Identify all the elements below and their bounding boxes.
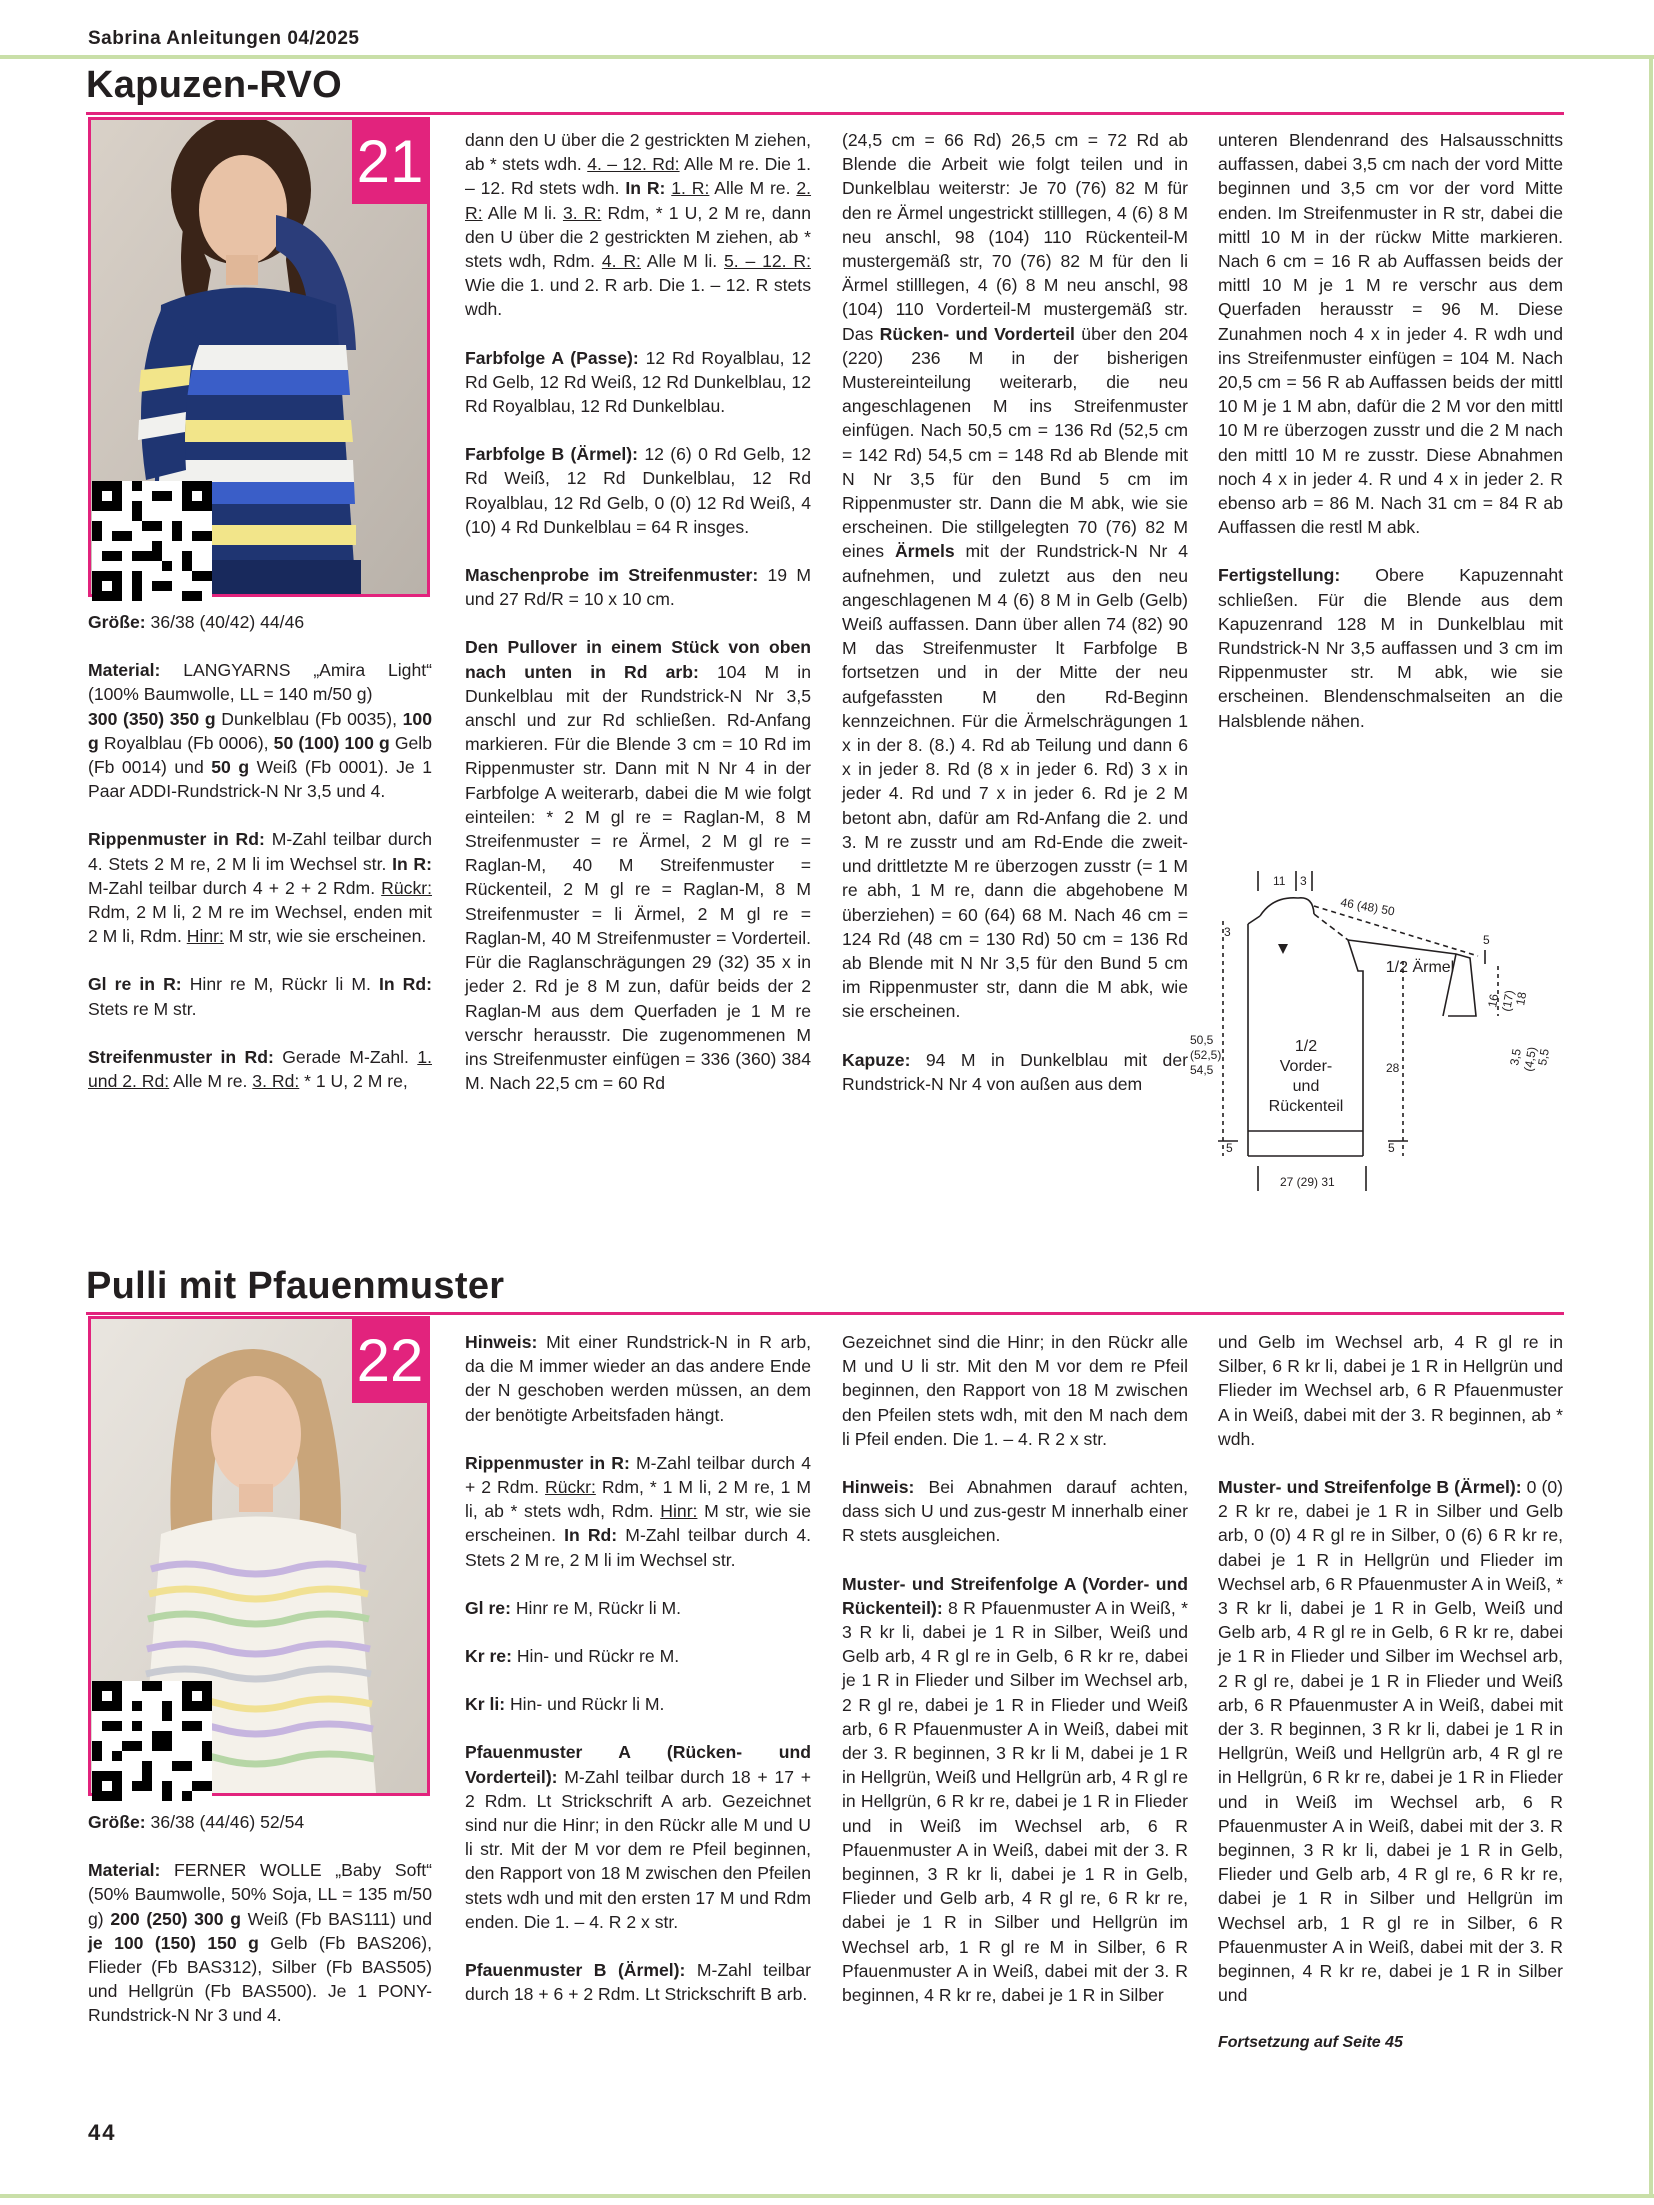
article1-qr-code[interactable] xyxy=(92,481,212,601)
rib-pattern-2: Rippenmuster in R: M-Zahl teilbar durch 4 + 2 Rdm. Rückr: Rdm, * 1 M li, 2 M re, 1 M li, ab * stets wdh, Rdm. Hinr: M str, wie sie erscheinen. In Rd: M-Zahl teilbar durch 4. Stets 2 M re, 2 M li im Wechsel str. xyxy=(465,1452,811,1570)
article2-title: Pulli mit Pfauenmuster xyxy=(86,1265,505,1307)
body-label-2: Vorder- xyxy=(1279,1058,1333,1075)
sequence-b: Muster- und Streifenfolge B (Ärmel): 0 (0) 2 R kr re, dabei je 1 R in Silber und Gelb arb, 0 (0) 4 R gl re in Silber, 0 (6) 6 R kr re, dabei je 1 R in Hellgrün und Flieder im Wechsel arb, 6 R Pfauenmuster A in Weiß, * 3 R kr li, dabei je 1 R in Gelb, Weiß und Gelb arb, 4 R gl re in Gelb, 6 R kr re, dabei je 1 R in Flieder und Silber im Wechsel arb, 2 R gl re, dabei je 1 R in Flieder und Weiß arb, 6 R Pfauenmuster A in Weiß, dabei mit der 3. R beginnen, 3 R kr li, dabei je 1 R in Hellgrün, Weiß und Hellgrün arb, 4 R gl re in Hellgrün, 6 R kr re, dabei je 1 R in Flieder und in Weiß im Wechsel arb, 6 R Pfauenmuster A in Weiß, dabei mit der 3. R beginnen, 3 R kr li, dabei je 1 R in Gelb, Flieder und Gelb arb, 4 R gl re, 6 R kr re, dabei je 1 R in Silber und Hellgrün im Wechsel arb, 1 R gl re in Silber, 6 R Pfauenmuster A in Weiß, dabei mit der 3. R beginnen, 4 R kr re, dabei je 1 R in Silber und xyxy=(1218,1477,1563,2006)
garter-purl: Kr li: Hin- und Rückr li M. xyxy=(465,1694,665,1715)
chart-note: Gezeichnet sind die Hinr; in den Rückr alle M und U li str. Mit den M vor dem re Pfeil beginnen, den Rapport von 18 M zwischen den Pfeilen stets wdh, mit den M nach dem li Pfeil enden. Die 1. – 4. R 2 x str. xyxy=(842,1332,1188,1449)
stripe-pattern-cont: dann den U über die 2 gestrickten M ziehen, ab * stets wdh. 4. – 12. Rd: Alle M re. Die 1. – 12. Rd stets wdh. In R: 1. R: Alle M re. 2. R: Alle M li. 3. R: Rdm, * 1 U, 2 M re, dann den U über die 2 gestrickten M ziehen, ab * stets wdh, Rdm. 4. R: Alle M li. 5. – 12. R: Wie die 1. und 2. R arb. Die 1. – 12. R stets wdh. xyxy=(465,130,812,320)
dim-top-width: 11 xyxy=(1273,874,1286,888)
article1-column-2 xyxy=(465,128,811,1119)
sequence-a: Muster- und Streifenfolge A (Vorder- und Rückenteil): 8 R Pfauenmuster A in Weiß, * 3 R kr li, dabei je 1 R in Silber, Weiß und Gelb arb, 4 R gl re in Gelb, 6 R kr re, dabei je 1 R in Flieder und Silber im Wechsel arb, 2 R gl re, dabei je 1 R in Flieder und Weiß arb, 6 R Pfauenmuster A in Weiß, dabei mit der 3. R beginnen, 3 R kr li M, dabei je 1 R in Hellgrün, Weiß und Hellgrün arb, 4 R gl re in Hellgrün, 6 R kr re, dabei je 1 R in Flieder und in Weiß im Wechsel arb, 6 R Pfauenmuster A in Weiß, dabei mit der 3. R beginnen, 3 R kr li, dabei je 1 R in Gelb, Flieder und Gelb arb, 4 R gl re, 6 R kr re, dabei je 1 R in Silber und Hellgrün im Wechsel arb, 1 R gl re M in Silber, 6 R Pfauenmuster A in Weiß, dabei mit der 3. R beginnen, 4 R kr re, dabei je 1 R in Silber xyxy=(842,1573,1188,2006)
dim-raglan: 46 (48) 50 xyxy=(1339,895,1396,919)
dim-sleeve-top: 5 xyxy=(1483,933,1490,947)
article1-title: Kapuzen-RVO xyxy=(86,64,342,106)
finishing-paragraph: Fertigstellung: Obere Kapuzennaht schließen. Für die Blende aus dem Kapuzenrand 128 M in Dunkelblau mit Rundstrick-N Nr 3,5 auffassen und 3 cm im Rippenmuster str. M abk, wie sie erscheinen. Blendenschmalseiten an die Halsblende nähen. xyxy=(1218,565,1563,731)
dim-rib-left: 5 xyxy=(1226,1141,1233,1155)
sleeve-label-1: 1/2 Ärmel xyxy=(1385,959,1455,976)
article1-title-rule xyxy=(86,112,1564,115)
decrease-note: Hinweis: Bei Abnahmen darauf achten, dass sich U und zus-gestr M innerhalb einer R stets ausgleichen. xyxy=(842,1477,1188,1546)
magazine-header: Sabrina Anleitungen 04/2025 xyxy=(88,28,360,49)
body-sleeve-instructions: (24,5 cm = 66 Rd) 26,5 cm = 72 Rd ab Blende die Arbeit wie folgt teilen und in Dunkelblau weiterstr: Je 70 (76) 82 M für den re Ärmel ungestrickt stilllegen, 4 (6) 8 M neu anschl, 98 (104) 110 Rückenteil-M mustergemäß str, 70 (76) 82 M für den li Ärmel stilllegen, 4 (6) 8 M neu anschl, 98 (104) 110 Vorderteil-M mustergemäß str. Das Rücken- und Vorderteil über den 204 (220) 236 M in der bisherigen Mustereinteilung weiterarb, die neu angeschlagenen M ins Streifenmuster einfügen. Nach 50,5 cm = 136 Rd (52,5 cm = 142 Rd) 54,5 cm = 148 Rd ab Blende mit N Nr 3,5 für den Bund 5 cm im Rippenmuster str. Dann die M abk, wie sie erscheinen. Die stillgelegten 70 (76) 82 M eines Ärmels mit der Rundstrick-N Nr 4 aufnehmen, und zuletzt aus den neu angeschlagenen M 4 (6) 8 M in Gelb (Gelb) Weiß auffassen. Dann über allen 74 (82) 90 M das Streifenmuster lt Farbfolge B fortsetzen und in der Mitte der neu aufgefassten M den Rd-Beginn kennzeichnen. Für die Ärmelschrägungen 1 x in der 8. (8.) 4. Rd ab Teilung und dann 6 x in jeder 8. Rd (8 x in jeder 6. Rd) 3 x in jeder 4. Rd und 7 x in jeder 6. Rd je 2 M betont abn, dafür am Rd-Anfang die 2. und 3. M re zusstr und am Rd-Ende die zweit- und drittletzte M re überzogen zusstr (= 1 M re abh, 1 M re, dann die abgehobene M überziehen) = 60 (64) 68 M. Nach 46 cm = 124 Rd (48 cm = 130 Rd) 50 cm = 136 Rd ab Blende mit N Nr 3,5 für den Bund 5 cm im Rippenmuster str, dann die M abk, wie sie erscheinen. xyxy=(842,130,1189,1022)
dim-sleeve-length-1: 16 xyxy=(1485,992,1502,1009)
hood-instructions: Kapuze: 94 M in Dunkelblau mit der Rundstrick-N Nr 4 von außen aus dem xyxy=(842,1049,1188,1094)
size-paragraph-2: Größe: 36/38 (44/46) 52/54 xyxy=(88,1812,305,1832)
hood-cont: unteren Blendenrand des Halsausschnitts auffassen, dabei 3,5 cm nach der vord Mitte beginnen und 3,5 cm vor der vord Mitte enden. Im Streifenmuster in R str, dabei die mittl 10 M in der rückw Mitte markieren. Nach 6 cm = 16 R ab Auffassen beids der mittl 10 M je 1 M re verschr aus dem Querfaden herausstr = 96 M. Diese Zunahmen noch 4 x in jeder 4. R wdh und ins Streifenmuster einfügen = 104 M. Nach 20,5 cm = 56 R ab Auffassen beids der mittl 10 M je 1 M abn, dafür die 2 M vor den mittl 10 M re überzogen zusstr und die 2 M nach den mittl 10 M re zusstr. Diese Abnahmen noch 4 x in jeder 4. R und 4 x in jeder 2. R ebenso arb = 86 M. Nach 31 cm = 84 R ab Auffassen die restl M abk. xyxy=(1218,130,1563,538)
dim-body-length-1: 50,5 xyxy=(1190,1033,1214,1047)
material-paragraph: Material: LANGYARNS „Amira Light“ (100% Baumwolle, LL = 140 m/50 g) 300 (350) 350 g Dunkelblau (Fb 0035), 100 g Royalblau (Fb 0006), 50 (100) 100 g Gelb (Fb 0014) und 50 g Weiß (Fb 0001). Je 1 Paar ADDI-Rundstrick-N Nr 3,5 und 4. xyxy=(88,660,432,802)
stripe-pattern-paragraph: Streifenmuster in Rd: Gerade M-Zahl. 1. und 2. Rd: Alle M re. 3. Rd: * 1 U, 2 M re, xyxy=(88,1046,432,1092)
dim-body-length-2: (52,5) xyxy=(1190,1048,1222,1062)
dim-body-length-3: 54,5 xyxy=(1190,1063,1214,1077)
material-paragraph-2: Material: FERNER WOLLE „Baby Soft“ (50% Baumwolle, 50% Soja, LL = 135 m/50 g) 200 (250) 300 g Weiß (Fb BAS111) und je 100 (150) 150 g Gelb (Fb BAS206), Flieder (Fb BAS312), Silber (Fb BAS505) und Hellgrün (Fb BAS500). Je 1 PONY-Rundstrick-N Nr 3 und 4. xyxy=(88,1860,432,2026)
body-label-4: Rückenteil xyxy=(1268,1098,1344,1115)
stockinette-2: Gl re: Hinr re M, Rückr li M. xyxy=(465,1597,682,1618)
article1-column-4 xyxy=(1218,128,1563,757)
body-label-1: 1/2 xyxy=(1294,1038,1318,1055)
gauge-paragraph: Maschenprobe im Streifenmuster: 19 M und 27 Rd/R = 10 x 10 cm. xyxy=(465,565,811,610)
dim-cuff-1: 3,5 xyxy=(1507,1047,1524,1067)
article1-column-3 xyxy=(842,128,1188,1120)
body-label-3: und xyxy=(1292,1078,1320,1095)
article2-column-2 xyxy=(465,1330,811,2030)
dim-rib-right: 5 xyxy=(1388,1141,1395,1155)
dim-body-top: 3 xyxy=(1224,925,1231,939)
article2-number-badge: 22 xyxy=(352,1319,428,1403)
frame-top xyxy=(0,55,1654,59)
article1-column-1 xyxy=(88,610,432,1117)
size-paragraph: Größe: 36/38 (40/42) 44/46 xyxy=(88,612,305,632)
dim-sleeve-length-3: 18 xyxy=(1513,990,1530,1007)
note-paragraph: Hinweis: Mit einer Rundstrick-N in R arb, da die M immer wieder an das andere Ende der N geschoben werden müssen, an dem der benötigte Arbeitsfaden hängt. xyxy=(465,1332,811,1425)
dim-cuff-3: 5,5 xyxy=(1535,1047,1552,1067)
article1-number-badge: 21 xyxy=(352,120,428,204)
article2-column-1 xyxy=(88,1810,432,2052)
rib-pattern-paragraph: Rippenmuster in Rd: M-Zahl teilbar durch 4. Stets 2 M re, 2 M li im Wechsel str. In R: M-Zahl teilbar durch 4 + 2 + 2 Rdm. Rückr: Rdm, 2 M li, 2 M re im Wechsel, enden mit 2 M li, Rdm. Hinr: M str, wie sie erscheinen. xyxy=(88,829,432,947)
peacock-pattern-a: Pfauenmuster A (Rücken- und Vorderteil): M-Zahl teilbar durch 18 + 17 + 2 Rdm. Lt Strickschrift A arb. Gezeichnet sind nur die Hinr; in den Rückr alle M und U li str. Mit der M vor dem re Pfeil beginnen, den Rapport von 18 M zwischen den Pfeilen stets wdh und mit den ersten 17 M und Rdm enden. Die 1. – 4. R 2 x str. xyxy=(465,1742,811,1932)
dim-top-slope: 3 xyxy=(1300,874,1307,888)
dim-sleeve-length-2: (17) xyxy=(1499,989,1517,1013)
pullover-instructions: Den Pullover in einem Stück von oben nach unten in Rd arb: 104 M in Dunkelblau mit der Rundstrick-N Nr 3,5 anschl und zur Rd schließen. Rd-Anfang markieren. Für die Blende 3 cm = 10 Rd im Rippenmuster str. Dann mit N Nr 4 in der Farbfolge A weiterarb, dabei die M wie folgt einteilen: * 2 M gl re = Raglan-M, 8 M Streifenmuster = re Ärmel, 2 M gl re = Raglan-M, 40 M Streifenmuster = Rückenteil, 2 M gl re = Raglan-M, 8 M Streifenmuster = li Ärmel, 2 M gl re = Raglan-M, 40 M Streifenmuster = Vorderteil. Für die Raglanschrägungen 29 (32) 35 x in jeder 2. Rd je 8 M zun, dafür beids der 2 Raglan-M aus dem Querfaden je 1 M re verschr herausstr. Die zugenommenen M ins Streifenmuster einfügen = 336 (360) 384 M. Nach 22,5 cm = 60 Rd xyxy=(465,637,811,1094)
dim-bottom-width: 27 (29) 31 xyxy=(1280,1175,1335,1189)
dim-cuff-2: (4,5) xyxy=(1521,1045,1540,1073)
garter-knit: Kr re: Hin- und Rückr re M. xyxy=(465,1646,680,1667)
color-sequence-b: Farbfolge B (Ärmel): 12 (6) 0 Rd Gelb, 12 Rd Weiß, 12 Rd Dunkelblau, 12 Rd Royalblau, 12 Rd Gelb, 0 (0) 12 Rd Weiß, 4 (10) 4 Rd Dunkelblau = 64 R insges. xyxy=(465,444,811,537)
frame-bottom xyxy=(0,2194,1654,2198)
article2-column-4 xyxy=(1218,1330,1563,2080)
continuation-link[interactable]: Fortsetzung auf Seite 45 xyxy=(1218,2034,1403,2052)
color-sequence-a: Farbfolge A (Passe): 12 Rd Royalblau, 12 Rd Gelb, 12 Rd Weiß, 12 Rd Dunkelblau, 12 Rd Royalblau, 12 Rd Dunkelblau. xyxy=(465,347,811,417)
article2-qr-code[interactable] xyxy=(92,1681,212,1801)
article2-column-3 xyxy=(842,1330,1188,2031)
dim-side: 28 xyxy=(1386,1061,1400,1075)
sequence-a-cont: und Gelb im Wechsel arb, 4 R gl re in Silber, 6 R kr li, dabei je 1 R in Hellgrün und Flieder im Wechsel arb, 6 R Pfauenmuster A in Weiß, dabei mit der 3. R beginnen, ab * wdh. xyxy=(1218,1332,1563,1449)
frame-right xyxy=(1649,55,1653,2198)
article2-title-rule xyxy=(86,1312,1564,1315)
page-number: 44 xyxy=(88,2120,117,2145)
schematic-diagram xyxy=(1188,866,1578,1206)
peacock-pattern-b: Pfauenmuster B (Ärmel): M-Zahl teilbar durch 18 + 6 + 2 Rdm. Lt Strickschrift B arb. xyxy=(465,1960,811,2005)
stockinette-paragraph: Gl re in R: Hinr re M, Rückr li M. In Rd: Stets re M str. xyxy=(88,974,432,1019)
